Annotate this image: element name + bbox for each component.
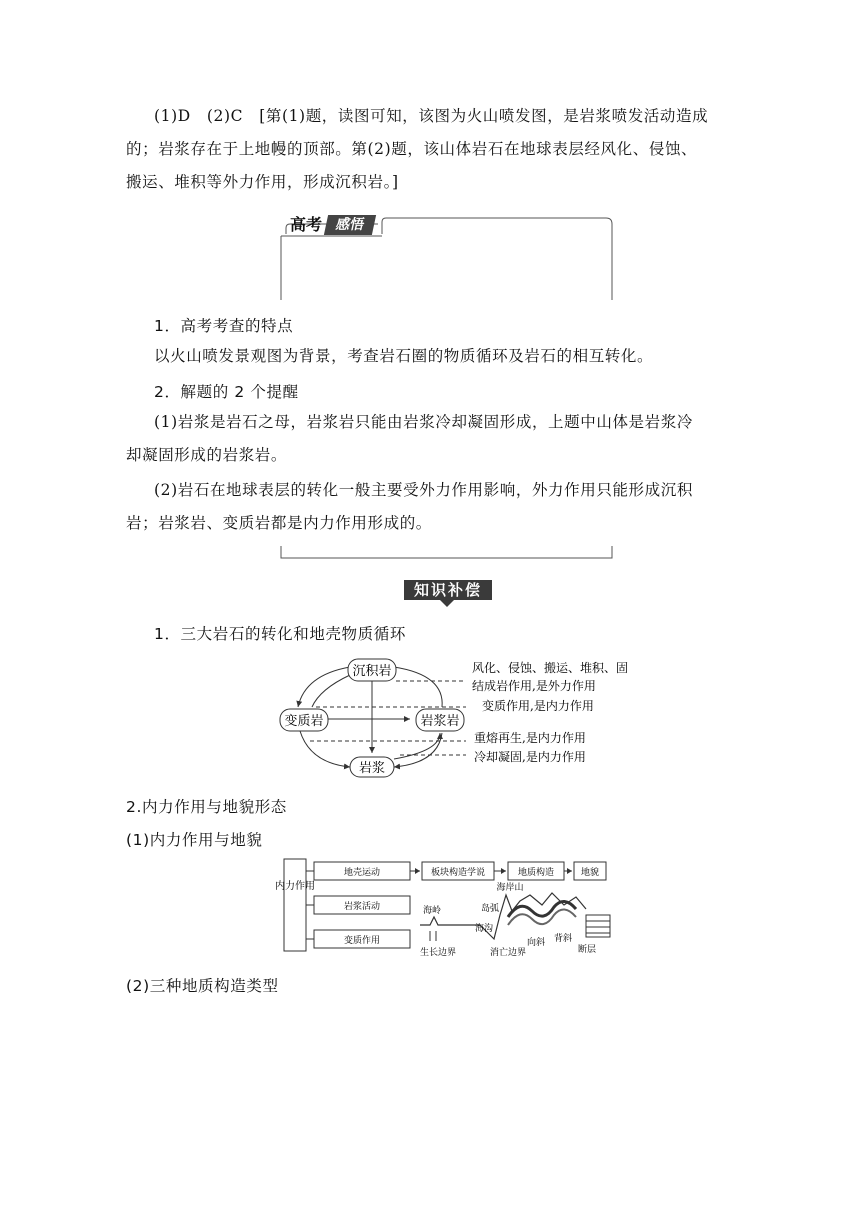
answer-line-3: 搬运、堆积等外力作用，形成沉积岩。] (126, 173, 399, 191)
box-landform: 地貌 (580, 868, 600, 878)
gaokao-heading-1: 1．高考考查的特点 (154, 317, 294, 335)
label-coastal-mountain: 海岸山 (496, 883, 524, 893)
knowledge-heading-3: (1)内力作用与地貌 (126, 831, 263, 849)
knowledge-heading-4: (2)三种地质构造类型 (126, 977, 279, 995)
node-metamorphic: 变质岩 (284, 714, 324, 729)
knowledge-title: 知识补偿 (404, 580, 492, 600)
box-geo-structure: 地质构造 (517, 868, 555, 878)
label-syncline: 向斜 (526, 938, 546, 948)
label-island-arc: 岛弧 (480, 904, 500, 914)
legend-metamorphism: 变质作用,是内力作用 (482, 699, 594, 713)
label-ridge: 海岭 (422, 906, 442, 916)
gaokao-para-1: 以火山喷发景观图为背景，考查岩石圈的物质循环及岩石的相互转化。 (154, 347, 654, 365)
answer-line-1: (1)D (2)C [第(1)题，读图可知，该图为火山喷发图，是岩浆喷发活动造成 (154, 107, 709, 125)
label-destructive-boundary: 消亡边界 (489, 948, 527, 958)
node-magma: 岩浆 (358, 761, 386, 776)
box-metamorphism: 变质作用 (343, 936, 381, 946)
gaokao-para-3-line-1: (2)岩石在地球表层的转化一般主要受外力作用影响，外力作用只能形成沉积 (154, 481, 693, 499)
label-growth-boundary: 生长边界 (419, 948, 457, 958)
node-sediment: 沉积岩 (352, 664, 392, 679)
box-magma-activity: 岩浆活动 (343, 902, 381, 912)
side-label-text: 内力作用 (275, 881, 315, 892)
legend-cooling: 冷却凝固,是内力作用 (474, 750, 586, 764)
side-label (275, 879, 315, 892)
gaokao-para-3-line-2: 岩；岩浆岩、变质岩都是内力作用形成的。 (126, 514, 432, 532)
rock-cycle-diagram (270, 655, 629, 780)
gaokao-para-2-line-1: (1)岩浆是岩石之母，岩浆岩只能由岩浆冷却凝固形成，上题中山体是岩浆冷 (154, 413, 693, 431)
answer-line-2: 的；岩浆存在于上地幔的顶部。第(2)题，该山体岩石在地球表层经风化、侵蚀、 (126, 140, 698, 158)
knowledge-title-pointer (440, 600, 454, 607)
gaokao-heading-2: 2．解题的 2 个提醒 (154, 383, 299, 401)
gaokao-tab-left: 高考 (290, 215, 323, 234)
legend-weathering-1: 风化、侵蚀、搬运、堆积、固 (472, 661, 629, 675)
box-crust-movement: 地壳运动 (343, 868, 381, 878)
landform-diagram (275, 855, 615, 960)
legend-weathering-2: 结成岩作用,是外力作用 (472, 679, 596, 693)
gaokao-para-2-line-2: 却凝固形成的岩浆岩。 (126, 446, 288, 464)
box-plate-theory: 板块构造学说 (430, 868, 486, 878)
gaokao-tab (284, 214, 382, 236)
knowledge-heading-2: 2.内力作用与地貌形态 (126, 798, 287, 816)
label-fault: 断层 (577, 945, 597, 955)
knowledge-heading-1: 1．三大岩石的转化和地壳物质循环 (154, 625, 406, 643)
gaokao-tab-right: 感悟 (324, 215, 376, 235)
legend-remelting: 重熔再生,是内力作用 (474, 731, 586, 745)
node-igneous: 岩浆岩 (420, 714, 460, 729)
label-trench: 海沟 (474, 924, 494, 934)
label-anticline: 背斜 (553, 934, 573, 944)
